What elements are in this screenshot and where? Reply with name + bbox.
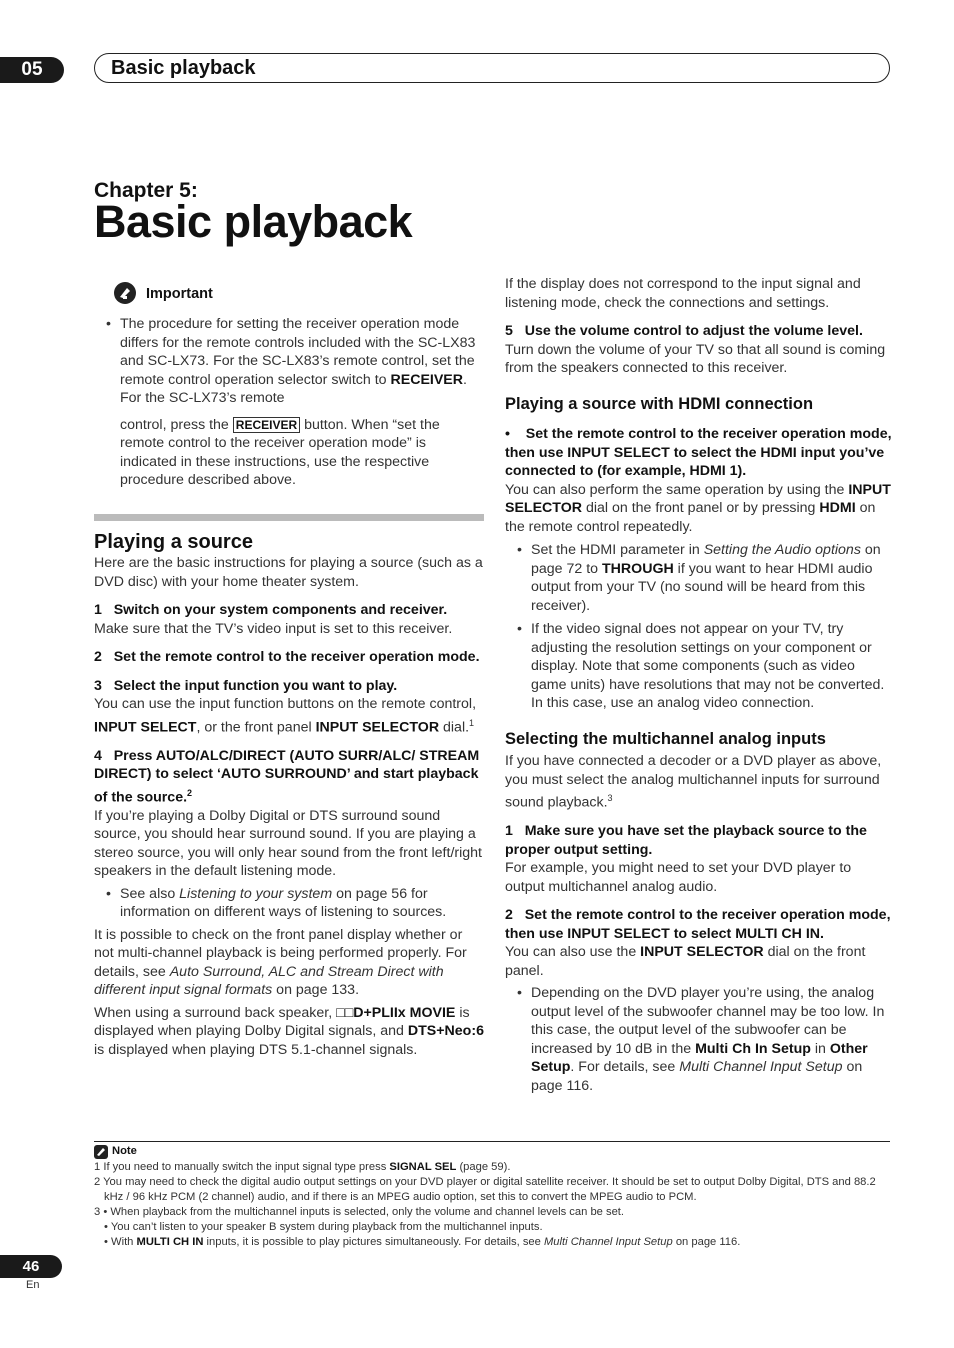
hdmi-bullet-1: • Set the HDMI parameter in Setting the Audio options on page 72 to THROUGH if you want to hear HDMI audio output from your TV (no sound will be heard from this receiver). xyxy=(515,541,893,615)
display-note: If the display does not correspond to the input signal and listening mode, check the connections and settings. xyxy=(505,276,861,311)
step-5: 5 Use the volume control to adjust the volume level. xyxy=(505,323,863,339)
playing-heading: Playing a source xyxy=(94,530,253,553)
footnote-2: 2 You may need to check the digital audio output settings on your DVD player or digital satellite receiver. It should be set to output Dolby Digital, DTS and 88.2 kHz / 96 kHz PCM (2 channel) audio, and if there is an MPEG audio option, set this to convert the MPEG audio to PCM. xyxy=(94,1176,876,1203)
footnote-3c: • With MULTI CH IN inputs, it is possible to play pictures simultaneously. For details, see Multi Channel Input Setup on page 116. xyxy=(104,1236,741,1248)
footnote-1: 1 If you need to manually switch the input signal type press SIGNAL SEL (page 59). xyxy=(94,1161,511,1173)
note-heading xyxy=(94,1144,890,1160)
see-also-bullet: • See also Listening to your system on page 56 for information on different ways of listening to sources. xyxy=(104,885,484,922)
step-3-body: You can use the input function buttons on the remote control, INPUT SELECT, or the front panel INPUT SELECTOR dial.$^1$ xyxy=(94,696,477,736)
hdmi-bullet-2: • If the video signal does not appear on your TV, try adjusting the resolution settings on your component or display. Note that some components (such as video game units) have resolutions that may not be converted. In this case, use an analog video connection. xyxy=(515,620,893,713)
step-5-body: Turn down the volume of your TV so that all sound is coming from the speakers connected to this receiver. xyxy=(505,341,886,376)
right-column xyxy=(505,275,893,1095)
multi-step-2: 2 Set the remote control to the receiver operation mode, then use INPUT SELECT to select MULTI CH IN. xyxy=(505,907,891,942)
footnotes xyxy=(94,1144,890,1250)
step-1-body: Make sure that the TV’s video input is set to this receiver. xyxy=(94,620,453,637)
step-2: 2 Set the remote control to the receiver operation mode. xyxy=(94,649,480,665)
step-1: 1 Switch on your system components and receiver. xyxy=(94,602,448,618)
left-column xyxy=(94,282,484,1059)
section-bar xyxy=(94,514,484,521)
important-icon xyxy=(114,282,136,304)
note-label: Note xyxy=(112,1145,137,1157)
important-heading xyxy=(114,282,484,306)
notes-divider xyxy=(94,1141,890,1142)
step-3: 3 Select the input function you want to play. xyxy=(94,677,398,694)
footnote-3b: • You can’t listen to your speaker B system during playback from the multichannel inputs. xyxy=(104,1221,543,1233)
receiver-key: RECEIVER xyxy=(233,417,300,433)
important-bullet: • The procedure for setting the receiver operation mode differs for the remote controls included with the SC-LX83 and SC-LX73. For the SC-LX83’s remote control, set the remote control operation selector switch to RECEIVER. For the SC-LX73’s remote xyxy=(104,315,484,408)
chapter-tab: 05 xyxy=(0,57,64,83)
multi-step-1-body: For example, you might need to set your DVD player to output multichannel analog audio. xyxy=(505,860,852,895)
multi-step-1: 1 Make sure you have set the playback source to the proper output setting. xyxy=(505,823,867,858)
header-title: Basic playback xyxy=(94,53,890,83)
step-4: 4 Press AUTO/ALC/DIRECT (AUTO SURR/ALC/ STREAM DIRECT) to select ‘AUTO SURROUND’ and start playback of the source.$^2$ xyxy=(94,747,480,806)
page-title: Basic playback xyxy=(94,196,413,247)
multi-bullet: • Depending on the DVD player you’re using, the analog output level of the subwoofer channel may be too low. In this case, the output level of the subwoofer can be increased by 10 dB in the Multi Ch In Setup in Other Setup. For details, see Multi Channel Input Setup on page 116. xyxy=(515,984,893,1095)
check-paragraph: It is possible to check on the front panel display whether or not multi-channel playback is being performed properly. For details, see Auto Surround, ALC and Stream Direct with different input signal formats on page 133. xyxy=(94,926,467,999)
multichannel-intro: If you have connected a decoder or a DVD player as above, you must select the analog multichannel inputs for surround sound playback.$^3$ xyxy=(505,753,882,811)
footnote-3: 3 • When playback from the multichannel inputs is selected, only the volume and channel levels can be set. xyxy=(94,1206,625,1218)
chapter-label: Chapter 5: xyxy=(94,179,198,202)
surround-back-paragraph: When using a surround back speaker, □□D+PLIIx MOVIE is displayed when playing Dolby Digital signals, and DTS+Neo:6 is displayed when playing DTS 5.1-channel signals. xyxy=(94,1004,484,1058)
important-text: • The procedure for setting the receiver operation mode differs for the remote controls included with the SC-LX83 and SC-LX73. For the SC-LX83’s remote control, set the remote control operation selector switch to RECEIVER. For the SC-LX73’s remote control, press the RECEIVER button. When “set the remote control to the receiver operation mode” is indicated in these instructions, use the respective procedure described above. xyxy=(94,315,484,490)
multi-step-2-body: You can also use the INPUT SELECTOR dial on the front panel. xyxy=(505,944,866,979)
hdmi-heading: Playing a source with HDMI connection xyxy=(505,394,814,413)
page-number: 46 xyxy=(0,1255,62,1278)
hdmi-step: • Set the remote control to the receiver operation mode, then use INPUT SELECT to select the HDMI input you’ve connected to (for example, HDMI 1). xyxy=(505,426,892,479)
multichannel-heading: Selecting the multichannel analog inputs xyxy=(505,729,826,748)
important-label: Important xyxy=(146,286,213,302)
playing-intro: Here are the basic instructions for playing a source (such as a DVD disc) with your home theater system. xyxy=(94,555,483,590)
step-4-body: If you’re playing a Dolby Digital or DTS surround sound source, you should hear surround sound. If you are playing a stereo source, you will only hear sound from the front left/right speakers in the default listening mode. xyxy=(94,807,482,880)
hdmi-body: You can also perform the same operation by using the INPUT SELECTOR dial on the front panel or by pressing HDMI on the remote control repeatedly. xyxy=(505,481,891,535)
note-icon xyxy=(94,1145,108,1159)
language-label: En xyxy=(26,1279,40,1291)
